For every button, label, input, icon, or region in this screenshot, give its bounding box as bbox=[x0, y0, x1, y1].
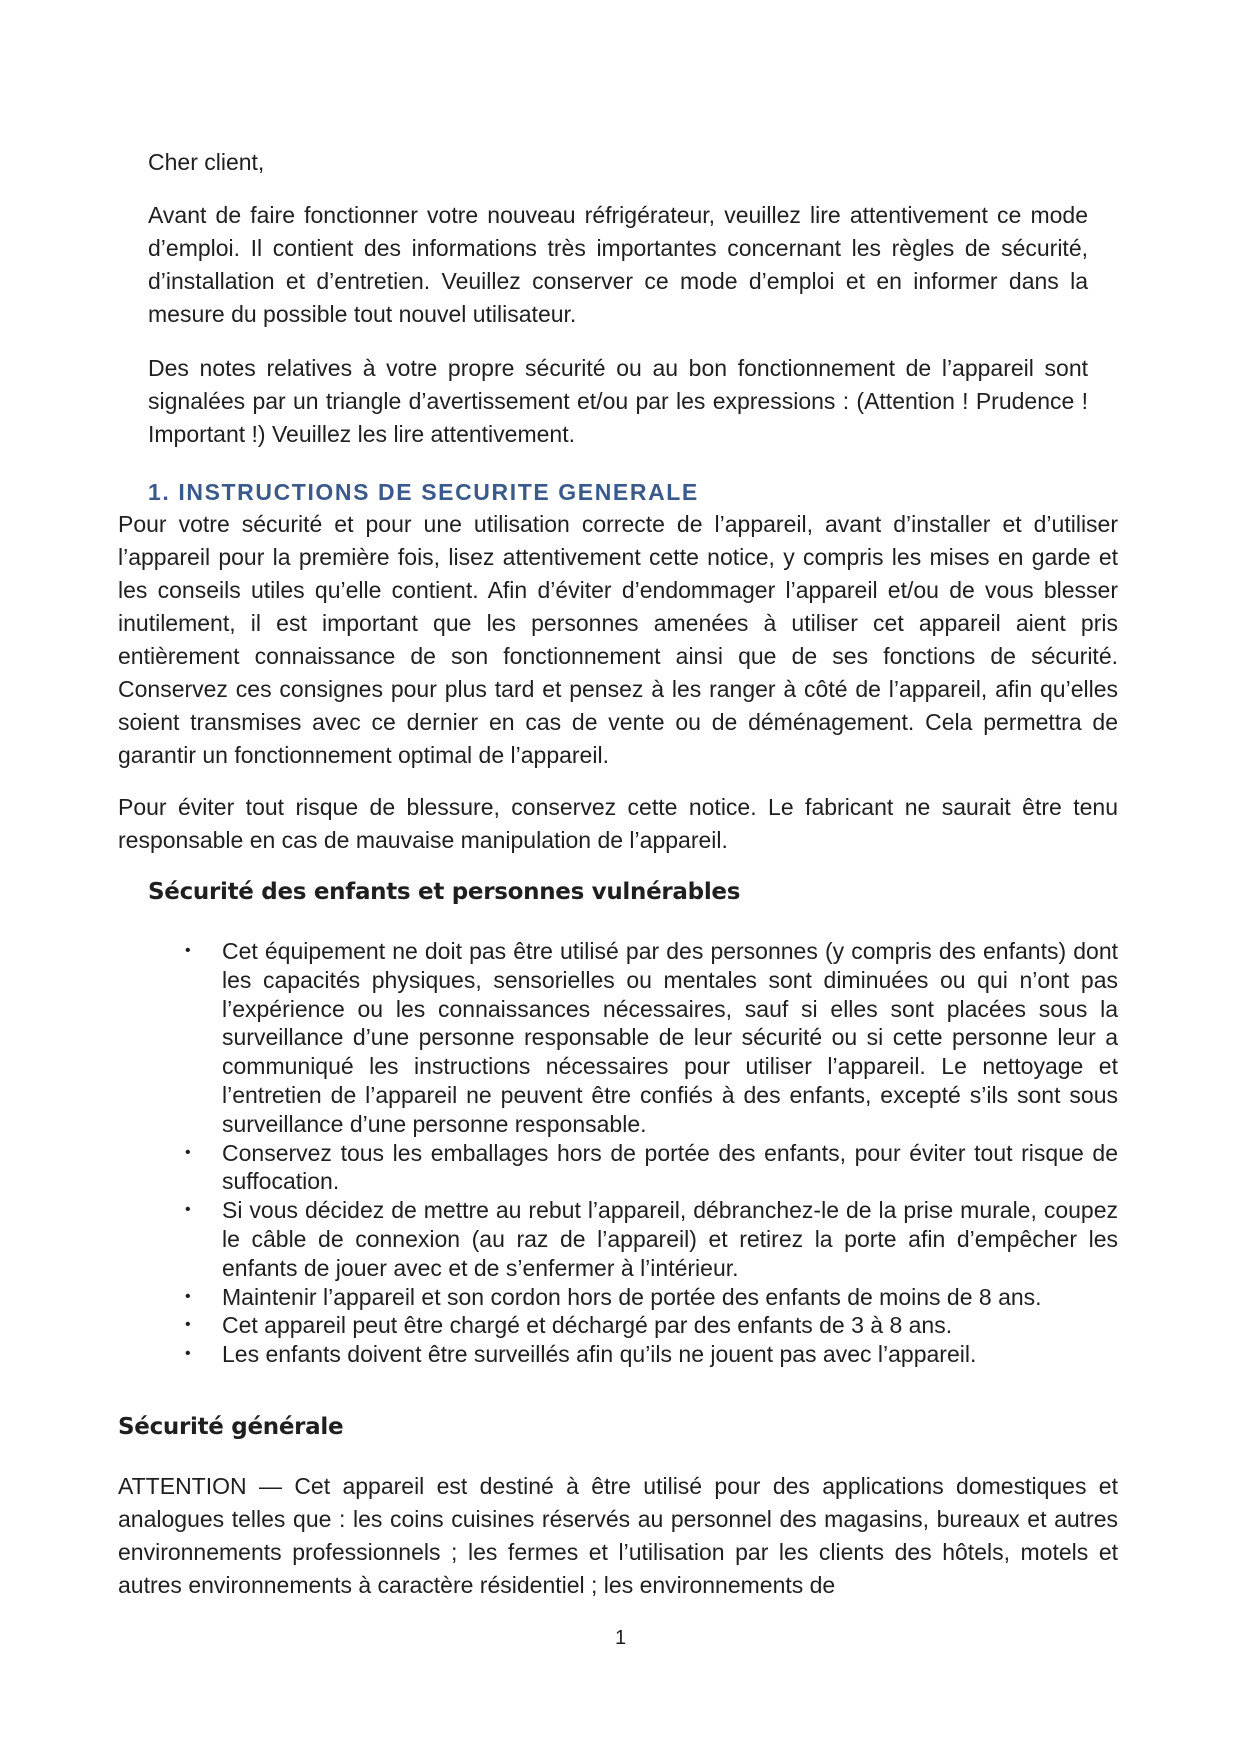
list-item bbox=[180, 1311, 1118, 1340]
section-1-paragraph-2: Pour éviter tout risque de blessure, conservez cette notice. Le fabricant ne saurait être tenu responsable en cas de mauvaise manipulation de l’appareil. bbox=[118, 794, 1118, 853]
page-number: 1 bbox=[614, 1627, 627, 1649]
intro-paragraph-2: Des notes relatives à votre propre sécurité ou au bon fonctionnement de l’appareil sont signalées par un triangle d’avertissement et/ou par les expressions : (Attention ! Prudence ! Important !) Veuillez les lire attentivement. bbox=[148, 355, 1088, 447]
general-safety-paragraph: ATTENTION — Cet appareil est destiné à être utilisé pour des applications domestiques et analogues telles que : les coins cuisines réservés au personnel des magasins, bureaux et autres environnements professionnels ; les fermes et l’utilisation par les clients des hôtels, motels et autres environnements à caractère résidentiel ; les environnements de bbox=[118, 1473, 1118, 1598]
list-item bbox=[180, 1196, 1118, 1282]
bullet-icon: • bbox=[185, 1287, 191, 1305]
section-1-heading: 1. INSTRUCTIONS DE SECURITE GENERALE bbox=[148, 479, 699, 505]
bullet-icon: • bbox=[185, 1201, 191, 1219]
intro-paragraph-1: Avant de faire fonctionner votre nouveau réfrigérateur, veuillez lire attentivement ce mode d’emploi. Il contient des informations très importantes concernant les règles de sécurité, d’installation et d’entretien. Veuillez conserver ce mode d’emploi et en informer dans la mesure du possible tout nouvel utilisateur. bbox=[148, 202, 1088, 327]
list-item-text: Les enfants doivent être surveillés afin qu’ils ne jouent pas avec l’appareil. bbox=[222, 1341, 977, 1368]
bullet-icon: • bbox=[185, 1316, 191, 1334]
greeting: Cher client, bbox=[148, 149, 265, 175]
list-item bbox=[180, 1340, 1118, 1369]
list-item bbox=[180, 1139, 1118, 1197]
list-item bbox=[180, 937, 1118, 1139]
bullet-icon: • bbox=[185, 1345, 191, 1363]
list-item bbox=[180, 1283, 1118, 1312]
section-1-paragraph-1: Pour votre sécurité et pour une utilisation correcte de l’appareil, avant d’installer et d’utiliser l’appareil pour la première fois, lisez attentivement cette notice, y compris les mises en garde et les conseils utiles qu’elle contient. Afin d’éviter d’endommager l’appareil et/ou de vous blesser inutilement, il est important que les personnes amenées à utiliser cet appareil aient pris entièrement connaissance de son fonctionnement ainsi que de ses fonctions de sécurité. Conservez ces consignes pour plus tard et pensez à les ranger à côté de l’appareil, afin qu’elles soient transmises avec ce dernier en cas de vente ou de déménagement. Cela permettra de garantir un fonctionnement optimal de l’appareil. bbox=[118, 511, 1118, 768]
list-item-text: Cet équipement ne doit pas être utilisé par des personnes (y compris des enfants) dont les capacités physiques, sensorielles ou mentales sont diminuées ou qui n’ont pas l’expérience ou les connaissances nécessaires, sauf si elles sont placées sous la surveillance d’une personne responsable de leur sécurité ou si cette personne leur a communiqué les instructions nécessaires pour utiliser l’appareil. Le nettoyage et l’entretien de l’appareil ne peuvent être confiés à des enfants, excepté s’ils sont sous surveillance d’une personne responsable. bbox=[222, 938, 1118, 1137]
bullet-icon: • bbox=[185, 942, 191, 959]
general-safety-heading: Sécurité générale bbox=[118, 1414, 344, 1440]
list-item-text: Si vous décidez de mettre au rebut l’appareil, débranchez-le de la prise murale, coupez le câble de connexion (au raz de l’appareil) et retirez la porte afin d’empêcher les enfants de jouer avec et de s’enfermer à l’intérieur. bbox=[222, 1197, 1118, 1281]
bullet-icon: • bbox=[185, 1143, 191, 1161]
list-item-text: Conservez tous les emballages hors de portée des enfants, pour éviter tout risque de suffocation. bbox=[222, 1139, 1118, 1195]
list-item-text: Cet appareil peut être chargé et déchargé par des enfants de 3 à 8 ans. bbox=[222, 1312, 953, 1339]
children-safety-heading: Sécurité des enfants et personnes vulnérables bbox=[148, 879, 741, 905]
children-safety-list bbox=[180, 937, 1118, 1369]
list-item-text: Maintenir l’appareil et son cordon hors de portée des enfants de moins de 8 ans. bbox=[222, 1283, 1042, 1310]
